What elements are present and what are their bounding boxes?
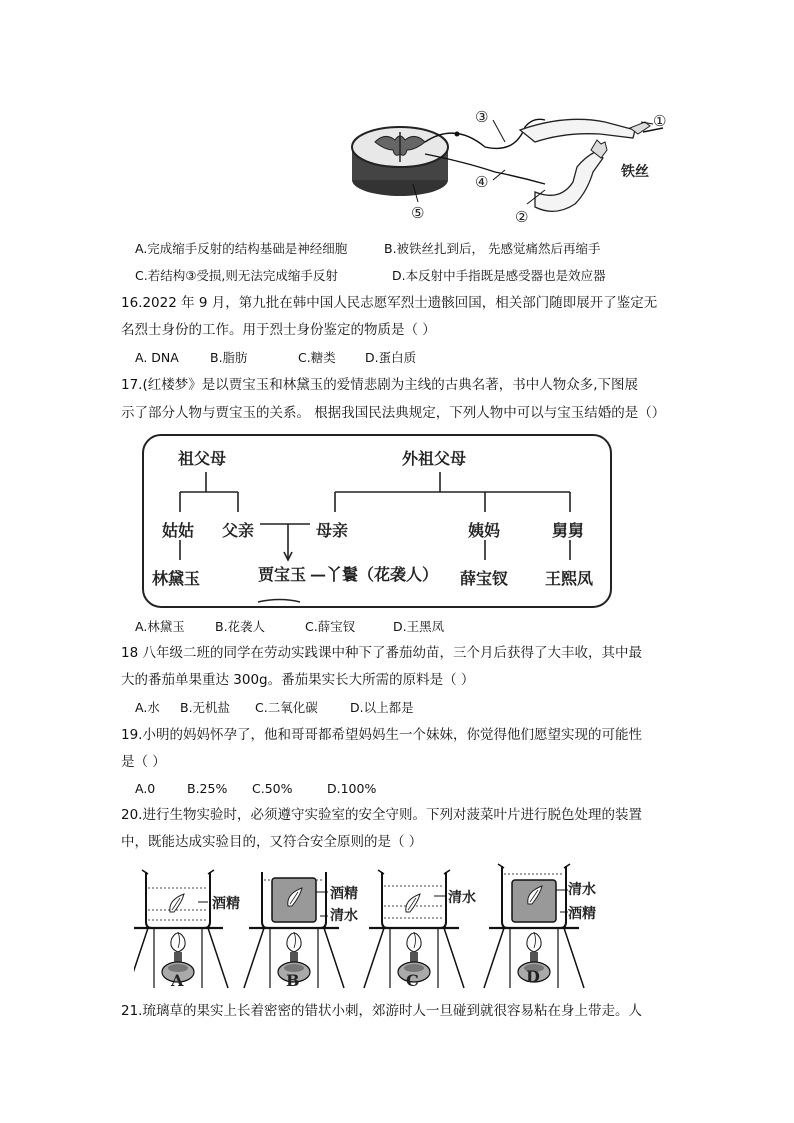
q17-option-c: C.薛宝钗 — [305, 619, 356, 634]
label-1: ① — [653, 112, 667, 130]
arm-upper — [520, 119, 635, 142]
d-outer-label: 酒精 — [568, 906, 596, 922]
tree-mother: 母亲 — [316, 521, 349, 540]
label-2: ② — [515, 208, 529, 226]
q17-line-2: 示了部分人物与贾宝玉的关系。 根据我国民法典规定，下列人物中可以与宝玉结婚的是（） — [121, 405, 666, 421]
tree-jia-baoyu: 贾宝玉 — [258, 565, 307, 584]
q19-line-1: 19.小明的妈妈怀孕了，他和哥哥都希望妈妈生一个妹妹，你觉得他们愿望实现的可能性 — [121, 727, 642, 743]
b-inner-label: 酒精 — [330, 886, 358, 902]
a-letter: A — [171, 971, 184, 990]
label-5: ⑤ — [411, 204, 425, 222]
tree-maid-huaxiren: —丫鬟（花袭人） — [310, 565, 439, 584]
family-tree — [140, 432, 616, 612]
label-4: ④ — [475, 173, 489, 191]
q19-option-d: D.100% — [327, 781, 377, 796]
tree-maternal-aunt: 姨妈 — [468, 521, 501, 540]
q15-option-c: C.若结构③受损,则无法完成缩手反射 — [135, 268, 338, 283]
q20-line-1: 20.进行生物实验时，必须遵守实验室的安全守则。下列对菠菜叶片进行脱色处理的装置 — [121, 807, 642, 823]
q17-option-b: B.花袭人 — [215, 619, 266, 634]
q18-option-b: B.无机盐 — [180, 700, 231, 715]
b-outer-label: 清水 — [330, 908, 358, 924]
tree-lin-daiyu: 林黛玉 — [152, 569, 201, 588]
q18-option-a: A.水 — [135, 700, 160, 715]
q16-option-b: B.脂肪 — [210, 350, 248, 365]
label-3: ③ — [475, 108, 489, 126]
q17-option-d: D.王黑凤 — [393, 619, 445, 634]
q18-line-2: 大的番茄单果重达 300g。番茄果实长大所需的原料是（ ） — [121, 672, 475, 688]
decolorize-apparatus-figure — [134, 860, 674, 990]
q15-option-d: D.本反射中手指既是感受器也是效应器 — [392, 268, 606, 283]
a-outer-label: 酒精 — [212, 896, 240, 912]
q18-option-d: D.以上都是 — [350, 700, 414, 715]
tree-xue-baochai: 薛宝钗 — [460, 569, 509, 588]
b-letter: B — [286, 971, 300, 990]
q19-option-b: B.25% — [187, 781, 228, 796]
q19-option-c: C.50% — [252, 781, 293, 796]
d-letter: D — [526, 967, 540, 986]
c-letter: C — [406, 971, 419, 990]
tree-aunt: 姑姑 — [162, 521, 195, 540]
q15-option-b: B.被铁丝扎到后， 先感觉痛然后再缩手 — [384, 241, 601, 256]
q18-option-c: C.二氧化碳 — [255, 700, 318, 715]
tree-grandparents-paternal: 祖父母 — [178, 449, 227, 468]
d-inner-label: 清水 — [568, 882, 596, 898]
q17-line-1: 17.(红楼梦》是以贾宝玉和林黛玉的爱情悲剧为主线的古典名著，书中人物众多,下图展 — [121, 377, 639, 393]
q15-option-a: A.完成缩手反射的结构基础是神经细胞 — [135, 241, 348, 256]
q19-line-2: 是（ ） — [121, 754, 166, 770]
tree-grandparents-maternal: 外祖父母 — [402, 449, 467, 468]
tree-wang-xifeng: 王熙凤 — [545, 569, 594, 588]
c-outer-label: 清水 — [448, 890, 476, 906]
q21-line-1: 21.琉璃草的果实上长着密密的错状小刺，郊游时人一旦碰到就很容易粘在身上带走。人 — [121, 1003, 642, 1019]
reflex-arc-figure — [345, 92, 675, 232]
tree-father: 父亲 — [222, 521, 255, 540]
arm-lower — [535, 152, 603, 211]
q19-option-a: A.0 — [135, 781, 156, 796]
q16-option-c: C.糖类 — [298, 350, 336, 365]
q20-line-2: 中，既能达成实验目的，又符合安全原则的是（ ） — [121, 834, 423, 850]
tree-uncle: 舅舅 — [552, 521, 585, 540]
q16-option-a: A. DNA — [135, 350, 179, 365]
label-wire: 铁丝 — [621, 164, 649, 180]
q16-option-d: D.蛋白质 — [365, 350, 417, 365]
q16-line-1: 16.2022 年 9 月，第九批在韩中国人民志愿军烈士遗骸回国，相关部门随即展开了鉴定无 — [121, 295, 658, 311]
q16-line-2: 名烈士身份的工作。用于烈士身份鉴定的物质是（ ） — [121, 322, 436, 338]
q17-option-a: A.林黛玉 — [135, 619, 185, 634]
q18-line-1: 18 八年级二班的同学在劳动实践课中种下了番茄幼苗，三个月后获得了大丰收，其中最 — [121, 645, 642, 661]
